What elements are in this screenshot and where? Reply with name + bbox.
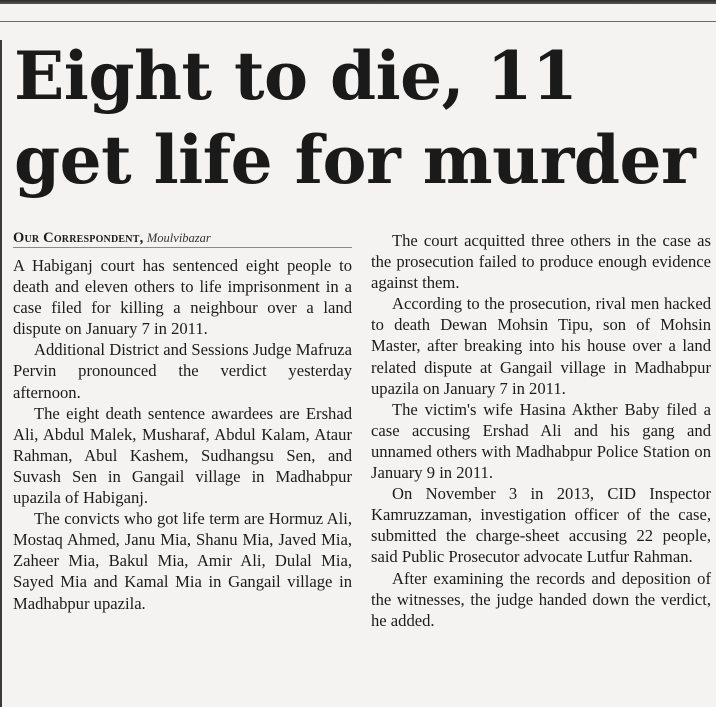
byline-divider <box>13 247 352 248</box>
article-column-left <box>13 230 352 614</box>
article-column-right <box>371 230 711 631</box>
byline-author: Our Correspondent, <box>13 230 144 246</box>
article-headline: Eight to die, 11 get life for murder <box>14 37 696 199</box>
article-paragraph: The convicts who got life term are Hormuz Ali, Mostaq Ahmed, Janu Mia, Shanu Mia, Javed Mia, Zaheer Mia, Bakul Mia, Amir Ali, Dulal Mia, Sayed Mia and Kamal Mia in Gangail village in Madhabpur upazila. <box>13 509 352 613</box>
byline <box>13 230 352 247</box>
header-divider <box>0 21 716 22</box>
article-paragraph: A Habiganj court has sentenced eight people to death and eleven others to life imprisonment in a case filed for killing a neighbour over a land dispute on January 7 in 2011. <box>13 256 352 339</box>
article-paragraph: On November 3 in 2013, CID Inspector Kamruzzaman, investigation officer of the case, submitted the charge-sheet accusing 22 people, said Public Prosecutor advocate Lutfur Rahman. <box>371 484 711 567</box>
article-paragraph: The court acquitted three others in the case as the prosecution failed to produce enough evidence against them. <box>371 231 711 293</box>
article-paragraph: After examining the records and deposition of the witnesses, the judge handed down the verdict, he added. <box>371 568 711 630</box>
article-paragraph: The eight death sentence awardees are Ershad Ali, Abdul Malek, Musharaf, Abdul Kalam, Ataur Rahman, Abul Kashem, Sudhangsu Sen, and Suvash Sen in Gangail village in Madhabpur upazila of Habiganj. <box>13 403 352 508</box>
top-border-rule <box>0 0 716 4</box>
article-paragraph: According to the prosecution, rival men hacked to death Dewan Mohsin Tipu, son of Mohsin Master, after breaking into his house over a land related dispute at Gangail village in Madhabpur upazila on January 7 in 2011. <box>371 294 711 398</box>
article-paragraph: Additional District and Sessions Judge Mafruza Pervin pronounced the verdict yesterday afternoon. <box>13 340 352 402</box>
column-rule-left <box>0 40 2 707</box>
article-paragraph: The victim's wife Hasina Akther Baby filed a case accusing Ershad Ali and his gang and unnamed others with Madhabpur Police Station on January 9 in 2011. <box>371 399 711 483</box>
byline-location: Moulvibazar <box>146 231 211 245</box>
